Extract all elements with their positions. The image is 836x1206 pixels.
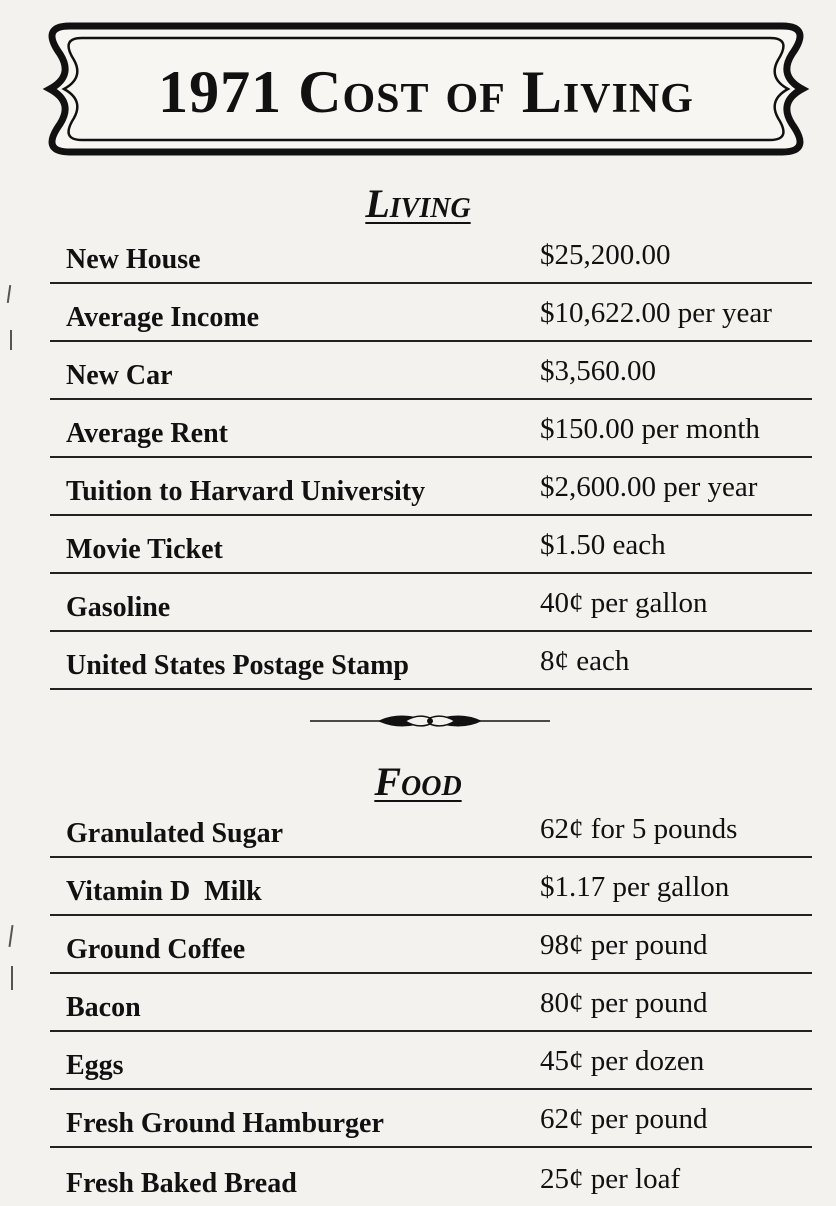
item-price: 62¢ per pound	[540, 1103, 708, 1135]
item-label: Fresh Baked Bread	[66, 1168, 297, 1199]
table-row	[50, 342, 812, 400]
table-row	[50, 284, 812, 342]
table-row	[50, 574, 812, 632]
margin-tick	[10, 330, 12, 350]
item-price: $1.50 each	[540, 529, 666, 561]
item-label: Bacon	[66, 992, 141, 1023]
page-title: 1971 Cost of Living	[158, 59, 694, 125]
table-row	[50, 858, 812, 916]
table-row	[50, 916, 812, 974]
item-label: Eggs	[66, 1050, 124, 1081]
item-price: $3,560.00	[540, 355, 656, 387]
item-price: $150.00 per month	[540, 413, 760, 445]
table-row	[50, 400, 812, 458]
item-label: New Car	[66, 360, 173, 391]
table-row	[50, 974, 812, 1032]
item-price: $25,200.00	[540, 239, 671, 271]
item-label: Tuition to Harvard University	[66, 476, 426, 507]
item-price: 45¢ per dozen	[540, 1045, 705, 1077]
item-price: 98¢ per pound	[540, 929, 708, 961]
item-price: 62¢ for 5 pounds	[540, 813, 738, 845]
table-row	[50, 800, 812, 858]
item-price: 8¢ each	[540, 645, 630, 677]
item-price: 80¢ per pound	[540, 987, 708, 1019]
item-price: $10,622.00 per year	[540, 297, 772, 329]
item-label: Vitamin D Milk	[66, 876, 262, 907]
item-label: New House	[66, 244, 201, 275]
item-label: Average Income	[66, 302, 260, 333]
item-price: 40¢ per gallon	[540, 587, 708, 619]
title-banner	[40, 14, 812, 164]
margin-tick	[8, 925, 13, 947]
item-label: Movie Ticket	[66, 534, 223, 565]
item-price: 25¢ per loaf	[540, 1163, 681, 1195]
margin-tick	[7, 285, 11, 303]
item-label: Granulated Sugar	[66, 818, 284, 849]
section-title-living: Living	[365, 181, 471, 226]
item-label: Average Rent	[66, 418, 228, 449]
item-label: Gasoline	[66, 592, 171, 623]
table-row	[50, 516, 812, 574]
margin-tick	[11, 966, 13, 990]
table-row	[50, 1148, 812, 1206]
food-price-table	[50, 800, 812, 1206]
table-row	[50, 226, 812, 284]
ornament-divider	[310, 706, 550, 736]
table-row	[50, 632, 812, 690]
living-price-table	[50, 226, 812, 690]
item-price: $1.17 per gallon	[540, 871, 730, 903]
item-price: $2,600.00 per year	[540, 471, 758, 503]
section-title-food: Food	[374, 759, 462, 804]
table-row	[50, 458, 812, 516]
table-row	[50, 1090, 812, 1148]
item-label: Fresh Ground Hamburger	[66, 1108, 384, 1139]
table-row	[50, 1032, 812, 1090]
item-label: United States Postage Stamp	[66, 650, 409, 681]
item-label: Ground Coffee	[66, 934, 246, 965]
